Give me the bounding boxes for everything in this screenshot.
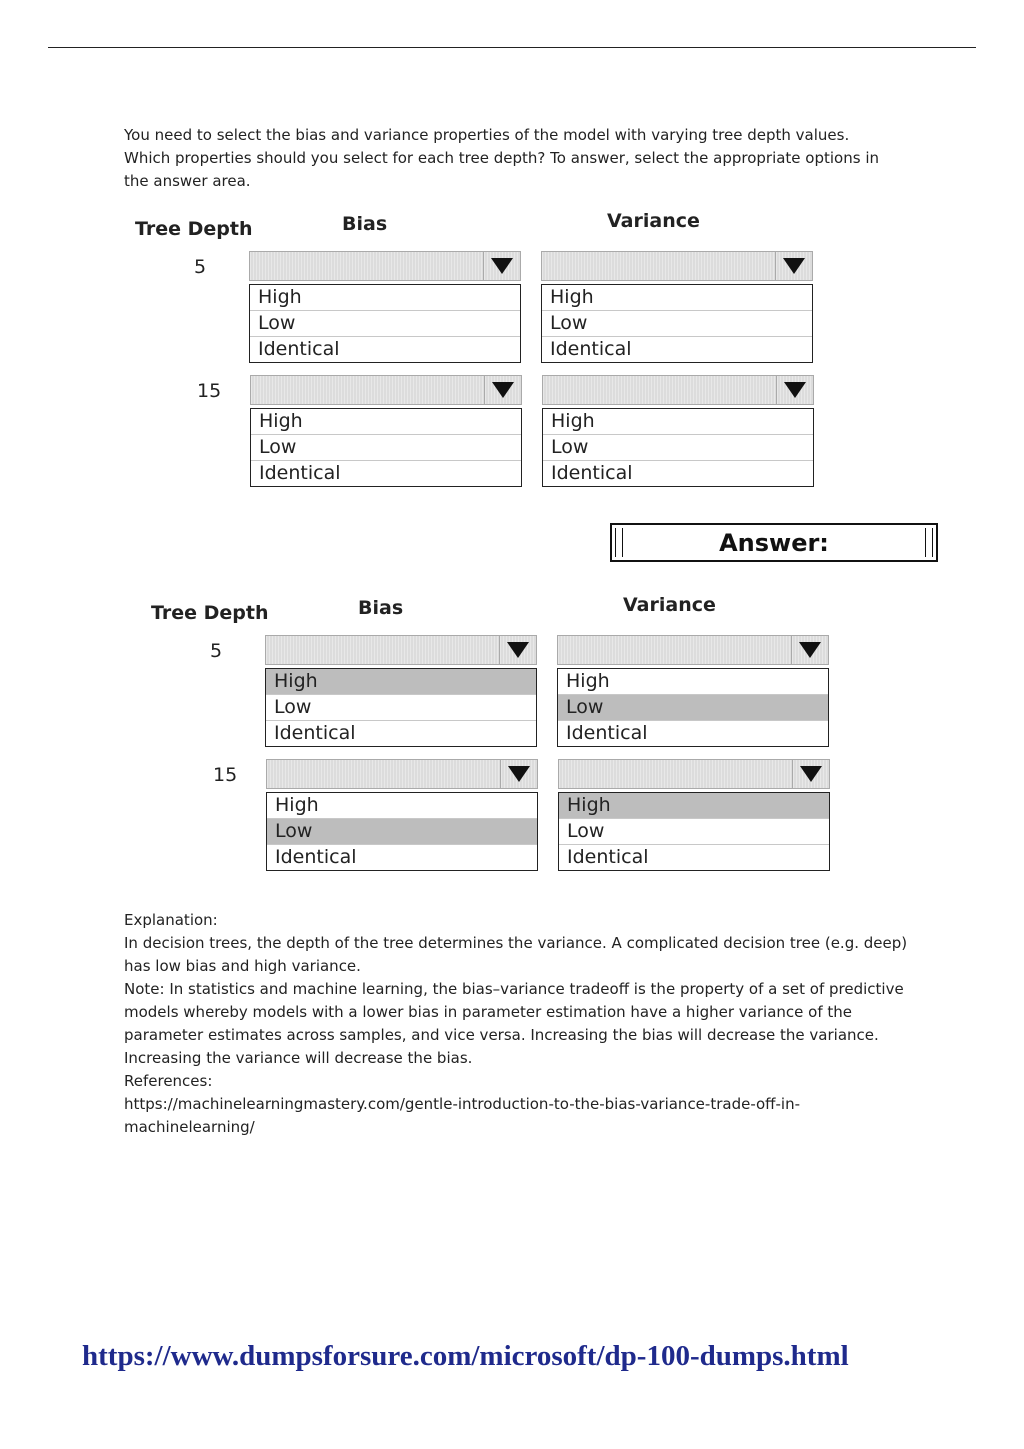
explanation-line: models whereby models with a lower bias in parameter estimation have a higher variance of the — [124, 1003, 852, 1021]
dropdown-option[interactable]: High — [566, 670, 610, 692]
dropdown-header[interactable] — [558, 759, 830, 789]
question-line: You need to select the bias and variance properties of the model with varying tree depth values. — [124, 126, 850, 144]
explanation-line: Increasing the variance will decrease the bias. — [124, 1049, 473, 1067]
dropdown-header[interactable] — [250, 375, 522, 405]
dropdown-option[interactable]: Low — [266, 694, 536, 720]
dropdown-option[interactable]: Identical — [542, 336, 812, 362]
dropdown-options — [558, 792, 830, 871]
dropdown-option[interactable]: High — [551, 410, 595, 432]
variance-dropdown[interactable] — [558, 759, 830, 871]
explanation-heading: Explanation: — [124, 911, 218, 929]
dropdown-header[interactable] — [542, 375, 814, 405]
reference-url-line: machinelearning/ — [124, 1118, 255, 1136]
depth-label: 15 — [197, 380, 222, 402]
col-title-tree-depth: Tree Depth — [135, 218, 253, 240]
triangle-down-icon — [800, 766, 822, 782]
explanation-line: has low bias and high variance. — [124, 957, 361, 975]
dropdown-option[interactable]: High — [550, 286, 594, 308]
col-title-variance: Variance — [623, 594, 716, 616]
question-hot-area — [130, 210, 830, 500]
explanation-line: parameter estimates across samples, and vice versa. Increasing the bias will decrease the variance. — [124, 1026, 879, 1044]
depth-label: 5 — [210, 640, 223, 662]
dropdown-options — [541, 284, 813, 363]
triangle-down-icon — [507, 642, 529, 658]
triangle-down-icon — [799, 642, 821, 658]
dropdown-header[interactable] — [265, 635, 537, 665]
dropdown-options — [542, 408, 814, 487]
footer-link[interactable]: https://www.dumpsforsure.com/microsoft/dp-100-dumps.html — [82, 1340, 849, 1372]
variance-dropdown[interactable] — [542, 375, 814, 487]
dropdown-arrow[interactable] — [499, 636, 536, 664]
dropdown-arrow[interactable] — [791, 636, 828, 664]
dropdown-option[interactable]: High — [266, 669, 536, 694]
dropdown-option[interactable]: Low — [251, 434, 521, 460]
dropdown-option[interactable]: Low — [558, 694, 828, 720]
top-rule — [48, 47, 976, 48]
answer-heading: Answer: — [719, 529, 829, 557]
bias-dropdown[interactable] — [266, 759, 538, 871]
reference-url-line: https://machinelearningmastery.com/gentle-introduction-to-the-bias-variance-trade-off-in- — [124, 1095, 801, 1113]
dropdown-arrow[interactable] — [775, 252, 812, 280]
dropdown-arrow[interactable] — [792, 760, 829, 788]
dropdown-arrow[interactable] — [483, 252, 520, 280]
dropdown-header[interactable] — [266, 759, 538, 789]
dropdown-option[interactable]: Identical — [558, 720, 828, 746]
dropdown-option[interactable]: Low — [559, 818, 829, 844]
dropdown-header[interactable] — [557, 635, 829, 665]
variance-dropdown[interactable] — [557, 635, 829, 747]
dropdown-option[interactable]: Low — [267, 818, 537, 844]
bias-dropdown[interactable] — [250, 375, 522, 487]
depth-label: 5 — [194, 256, 207, 278]
dropdown-options — [557, 668, 829, 747]
triangle-down-icon — [784, 382, 806, 398]
dropdown-option[interactable]: Low — [543, 434, 813, 460]
dropdown-option[interactable]: Identical — [250, 336, 520, 362]
triangle-down-icon — [508, 766, 530, 782]
col-title-tree-depth: Tree Depth — [151, 602, 269, 624]
dropdown-option[interactable]: High — [258, 286, 302, 308]
dropdown-option[interactable]: High — [259, 410, 303, 432]
answer-heading-box — [610, 523, 938, 562]
answer-hot-area — [146, 594, 846, 884]
dropdown-option[interactable]: Identical — [543, 460, 813, 486]
col-title-bias: Bias — [358, 597, 404, 619]
dropdown-option[interactable]: Identical — [251, 460, 521, 486]
dropdown-options — [250, 408, 522, 487]
bias-dropdown[interactable] — [249, 251, 521, 363]
question-text — [124, 124, 934, 193]
dropdown-options — [265, 668, 537, 747]
dropdown-arrow[interactable] — [500, 760, 537, 788]
dropdown-options — [266, 792, 538, 871]
variance-dropdown[interactable] — [541, 251, 813, 363]
triangle-down-icon — [492, 382, 514, 398]
dropdown-arrow[interactable] — [484, 376, 521, 404]
dropdown-header[interactable] — [541, 251, 813, 281]
question-line: the answer area. — [124, 172, 251, 190]
explanation-line: In decision trees, the depth of the tree determines the variance. A complicated decision tree (e.g. deep) — [124, 934, 908, 952]
dropdown-option[interactable]: Low — [250, 310, 520, 336]
explanation-line: Note: In statistics and machine learning, the bias–variance tradeoff is the property of a set of predictive — [124, 980, 904, 998]
dropdown-header[interactable] — [249, 251, 521, 281]
dropdown-option[interactable]: Identical — [559, 844, 829, 870]
bias-dropdown[interactable] — [265, 635, 537, 747]
dropdown-option[interactable]: Identical — [266, 720, 536, 746]
question-line: Which properties should you select for each tree depth? To answer, select the appropriate options in — [124, 149, 879, 167]
dropdown-arrow[interactable] — [776, 376, 813, 404]
dropdown-options — [249, 284, 521, 363]
depth-label: 15 — [213, 764, 238, 786]
col-title-variance: Variance — [607, 210, 700, 232]
explanation-text — [124, 909, 934, 1139]
col-title-bias: Bias — [342, 213, 388, 235]
dropdown-option[interactable]: High — [559, 793, 829, 818]
dropdown-option[interactable]: Identical — [267, 844, 537, 870]
dropdown-option[interactable]: Low — [542, 310, 812, 336]
dropdown-option[interactable]: High — [275, 794, 319, 816]
triangle-down-icon — [783, 258, 805, 274]
triangle-down-icon — [491, 258, 513, 274]
references-heading: References: — [124, 1072, 213, 1090]
